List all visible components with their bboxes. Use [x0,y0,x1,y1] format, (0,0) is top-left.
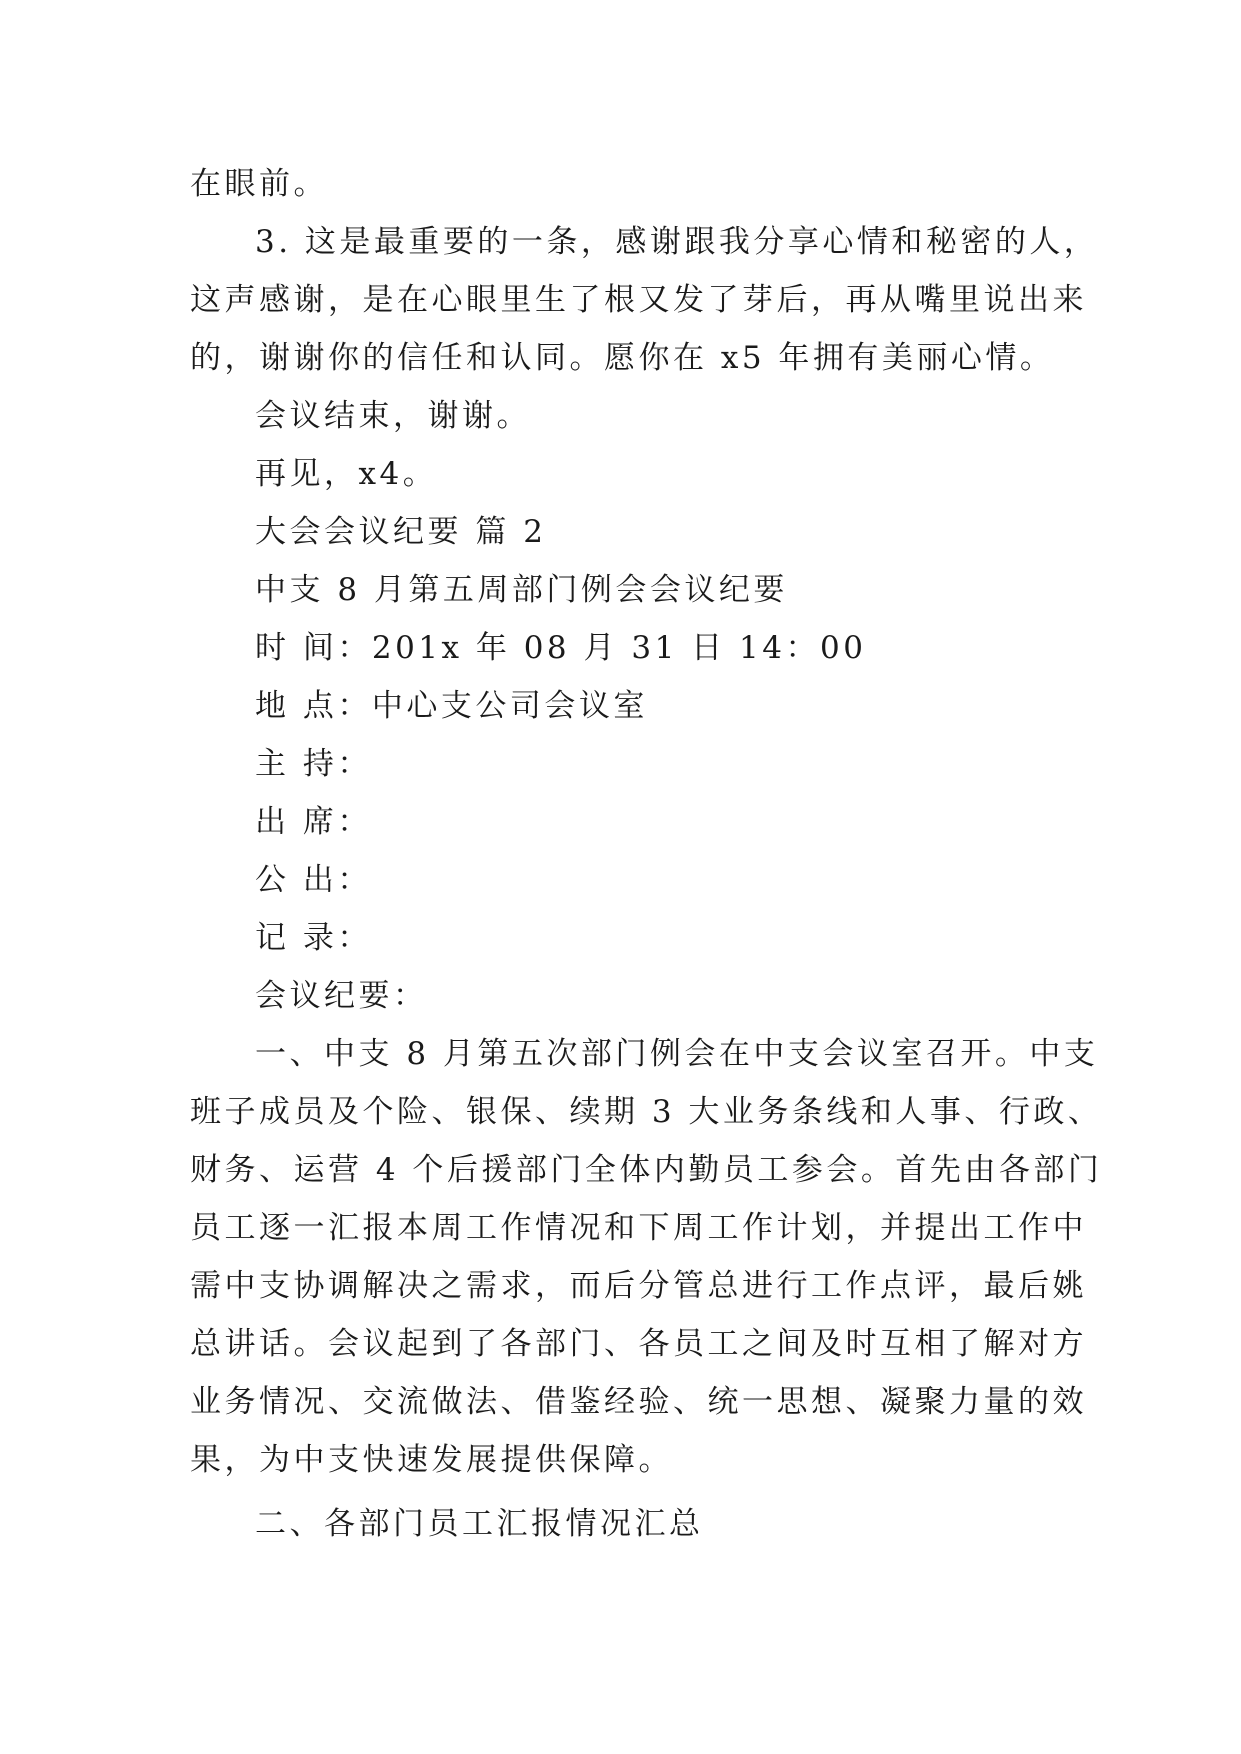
paragraph-line: 3. 这是最重要的一条，感谢跟我分享心情和秘密的人， [255,224,1099,260]
meeting-recorder: 记 录： [255,920,372,956]
paragraph-line: 再见，x4。 [255,456,438,492]
section-heading: 大会会议纪要 篇 2 [255,514,547,550]
paragraph-line: 在眼前。 [190,166,328,202]
paragraph-line: 果，为中支快速发展提供保障。 [190,1442,673,1478]
meeting-attendees: 出 席： [255,804,372,840]
paragraph-line: 会议结束，谢谢。 [255,398,531,434]
paragraph-line: 这声感谢，是在心眼里生了根又发了芽后，再从嘴里说出来 [190,282,1087,318]
paragraph-line: 一、中支 8 月第五次部门例会在中支会议室召开。中支 [255,1036,1099,1072]
document-title: 中支 8 月第五周部门例会会议纪要 [255,572,788,608]
meeting-absent: 公 出： [255,862,372,898]
minutes-label: 会议纪要： [255,978,428,1014]
paragraph-line: 需中支协调解决之需求，而后分管总进行工作点评，最后姚 [190,1268,1087,1304]
paragraph-line: 的，谢谢你的信任和认同。愿你在 x5 年拥有美丽心情。 [190,340,1055,376]
paragraph-line: 班子成员及个险、银保、续期 3 大业务条线和人事、行政、 [190,1094,1103,1130]
paragraph-line: 员工逐一汇报本周工作情况和下周工作计划，并提出工作中 [190,1210,1087,1246]
meeting-location: 地 点：中心支公司会议室 [255,688,648,724]
paragraph-line: 财务、运营 4 个后援部门全体内勤员工参会。首先由各部门 [190,1152,1103,1188]
meeting-time: 时 间：201x 年 08 月 31 日 14：00 [255,630,867,666]
paragraph-line: 总讲话。会议起到了各部门、各员工之间及时互相了解对方 [190,1326,1087,1362]
paragraph-line: 业务情况、交流做法、借鉴经验、统一思想、凝聚力量的效 [190,1384,1087,1420]
section-heading: 二、各部门员工汇报情况汇总 [255,1506,704,1542]
meeting-host: 主 持： [255,746,372,782]
